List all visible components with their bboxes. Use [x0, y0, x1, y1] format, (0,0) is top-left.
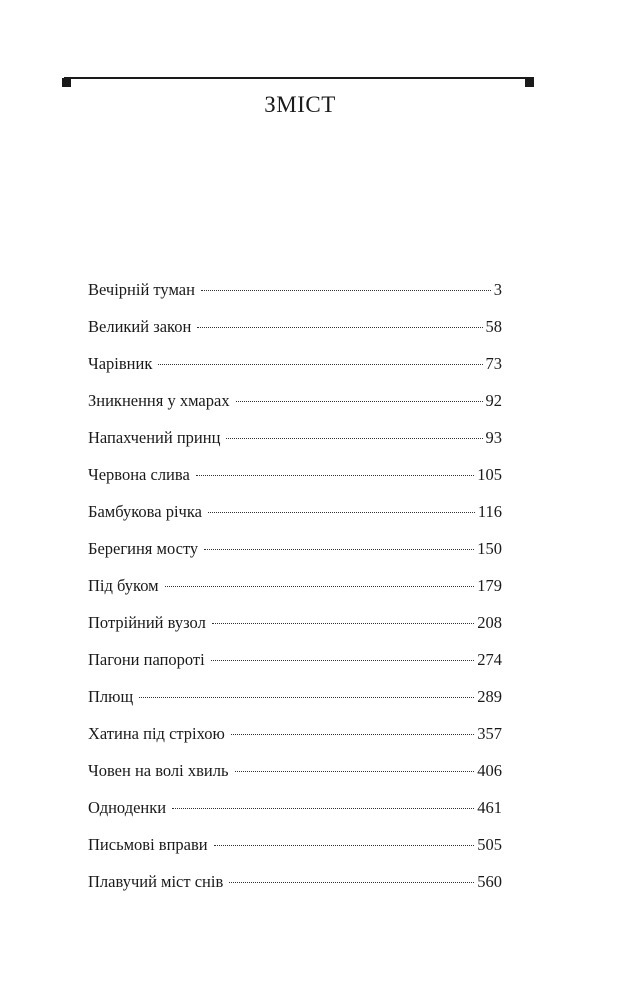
toc-entry[interactable]: [88, 428, 502, 465]
toc-entry-title: Вечірній туман: [88, 280, 195, 299]
toc-entry-title: Напахчений принц: [88, 428, 221, 447]
toc-entry[interactable]: [88, 391, 502, 428]
toc-entry-title: Під буком: [88, 576, 159, 595]
toc-entry[interactable]: [88, 687, 502, 724]
toc-entry-page: 93: [485, 428, 502, 447]
toc-entry[interactable]: [88, 465, 502, 502]
toc-entry-page: 150: [477, 539, 502, 558]
toc-entry[interactable]: [88, 576, 502, 613]
toc-entry-page: 560: [477, 872, 502, 891]
toc-entry-title: Письмові вправи: [88, 835, 208, 854]
toc-entry[interactable]: [88, 835, 502, 872]
toc-entry[interactable]: [88, 650, 502, 687]
toc-entry-title: Берегиня мосту: [88, 539, 199, 558]
toc-dot-leader: [165, 586, 475, 587]
toc-entry[interactable]: [88, 317, 502, 354]
toc-entry-page: 116: [477, 502, 502, 521]
toc-entry[interactable]: [88, 539, 502, 576]
toc-dot-leader: [197, 327, 482, 328]
toc-dot-leader: [229, 882, 474, 883]
toc-entry-title: Човен на волі хвиль: [88, 761, 229, 780]
toc-dot-leader: [231, 734, 474, 735]
toc-entry[interactable]: [88, 613, 502, 650]
corner-mark-right: [525, 78, 534, 87]
toc-entry[interactable]: [88, 798, 502, 835]
toc-dot-leader: [139, 697, 474, 698]
toc-entry-title: Плющ: [88, 687, 134, 706]
toc-entry-page: 105: [477, 465, 502, 484]
table-of-contents: [88, 280, 502, 909]
toc-entry-page: 274: [477, 650, 502, 669]
toc-entry[interactable]: [88, 761, 502, 798]
toc-dot-leader: [158, 364, 482, 365]
toc-entry-page: 208: [477, 613, 502, 632]
header-rule: [64, 77, 534, 79]
toc-entry-title: Потрійний вузол: [88, 613, 206, 632]
toc-dot-leader: [212, 623, 474, 624]
toc-entry-title: Плавучий міст снів: [88, 872, 224, 891]
toc-entry-page: 3: [493, 280, 502, 299]
toc-entry-title: Пагони папороті: [88, 650, 205, 669]
toc-entry-title: Великий закон: [88, 317, 192, 336]
toc-entry-title: Чарівник: [88, 354, 153, 373]
toc-dot-leader: [196, 475, 474, 476]
toc-entry[interactable]: [88, 354, 502, 391]
toc-dot-leader: [201, 290, 491, 291]
toc-entry-title: Бамбукова річка: [88, 502, 202, 521]
toc-entry-page: 406: [477, 761, 502, 780]
toc-entry[interactable]: [88, 280, 502, 317]
toc-dot-leader: [236, 401, 483, 402]
toc-entry-page: 289: [477, 687, 502, 706]
toc-dot-leader: [214, 845, 475, 846]
toc-entry-page: 505: [477, 835, 502, 854]
toc-entry-page: 58: [485, 317, 502, 336]
toc-dot-leader: [235, 771, 475, 772]
toc-dot-leader: [211, 660, 475, 661]
toc-entry-page: 179: [477, 576, 502, 595]
toc-entry-page: 357: [477, 724, 502, 743]
toc-entry-title: Одноденки: [88, 798, 167, 817]
toc-entry[interactable]: [88, 724, 502, 761]
toc-entry-page: 73: [485, 354, 502, 373]
toc-dot-leader: [226, 438, 482, 439]
page-title: ЗМІСТ: [264, 92, 336, 117]
toc-entry-title: Зникнення у хмарах: [88, 391, 230, 410]
toc-entry[interactable]: [88, 872, 502, 909]
toc-entry[interactable]: [88, 502, 502, 539]
toc-entry-title: Червона слива: [88, 465, 190, 484]
toc-dot-leader: [208, 512, 475, 513]
toc-entry-title: Хатина під стріхою: [88, 724, 225, 743]
toc-entry-page: 92: [485, 391, 502, 410]
toc-dot-leader: [204, 549, 474, 550]
toc-dot-leader: [172, 808, 474, 809]
corner-mark-left: [62, 78, 71, 87]
toc-entry-page: 461: [477, 798, 502, 817]
